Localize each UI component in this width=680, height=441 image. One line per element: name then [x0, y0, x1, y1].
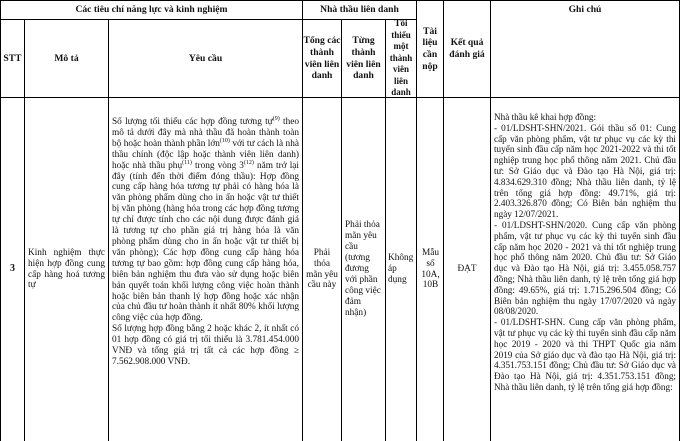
footnote-10: (10) — [219, 137, 230, 144]
rule-v-result — [490, 0, 491, 441]
note-contract-3: - 01/LDSHT-SHN. Cung cấp văn phòng phẩm, vật tư phục vụ các kỳ thi tuyển sinh đầu cấp năm học 2019 - 2020 và thi THPT Quốc gia năm 2019 của Sở giáo dục và đào tạo Hà Nội, giá trị: 4.351.753.151 đồng; Chủ đầu tư: Sở Giáo dục và Đào tạo Hà Nội, giá trị: 4.351.753.151 đồng; Nhà thầu liên danh, tỷ lệ trên tổng giá hợp đồng: — [494, 317, 676, 392]
header-group-partnership: Nhà thầu liên danh — [320, 4, 399, 16]
header-col-each: Từng thành viên liên danh — [346, 35, 381, 82]
header-description: Mô tả — [54, 52, 79, 64]
footnote-9: (9) — [272, 116, 280, 122]
req-text-a: Số lượng tối thiểu các hợp đồng tương tự — [112, 117, 273, 127]
req-text-e: năm trở lại đây (tính đến thời điểm đóng thầu): Hợp đồng cung cấp hàng hóa tương tự phải có hàng hóa là văn phòng phẩm dùng cho in ấn hoặc vật tư thiết bị văn phòng (hàng hóa trong các hợp đồng tương tự chỉ được tính cho các nội dung được đánh giá là tương tự cho phần giá trị hàng hóa là văn phòng phẩm dùng cho in ấn hoặc vật tư thiết bị văn phòng); Các hợp đồng cung cấp hàng hóa tương tự bao gồm: hợp đồng cung cấp hàng hóa, biên bản nghiệm thu đưa vào sử dụng hoặc biên bản quyết toán khối lượng công việc hoàn thành hoặc biên bản thanh lý hợp đồng hoặc xác nhận của chủ đầu tư hoàn thành ít nhất 80% khối lượng công việc của hợp đồng. — [112, 160, 300, 324]
row-each — [345, 98, 383, 441]
header-stt: STT — [3, 52, 22, 64]
header-note: Ghi chú — [568, 4, 602, 16]
header-col-min-one: Tối thiểu một thành viên liên danh — [389, 17, 413, 98]
note-contract-2: - 01/LDSHT-SHN/2020. Cung cấp văn phòng phẩm, vật tư phục vụ các kỳ thi tuyển sinh đầu cấp năm học 2020 - 2021 và thi tốt nghiệp trung học phổ thông năm 2020. Chủ đầu tư: Sở Giáo dục và Đào tạo Hà Nội, giá trị: 3.455.058.757 đồng; Nhà thầu liên danh, tỷ lệ trên tổng giá hợp đồng: 49.65%, giá trị: 1.715.296.504 đồng; Có Biên bản nghiệm thu ngày 17/07/2020 và ngày 08/08/2020. — [494, 219, 676, 317]
req-text-b: theo mô tả dưới đây mà nhà thầu đã hoàn thành toàn bộ hoặc hoàn thành phần lớn — [112, 117, 299, 149]
req-text-c: với tư cách là nhà thầu chính (độc lập hoặc thành viên liên danh) hoặc nhà thầu phụ — [112, 138, 299, 171]
form-text: Mẫu số 10A, 10B — [421, 247, 440, 291]
header-doc-submit: Tài liệu cần nộp — [422, 25, 438, 72]
row-min-one — [388, 98, 415, 441]
requirement-paragraph-1 — [112, 117, 299, 324]
each-text: Phải thỏa mãn yêu cầu (tương đương với phần công việc đảm nhận) — [345, 220, 381, 318]
row-stt: 3 — [10, 263, 15, 275]
row-requirement — [112, 117, 299, 368]
note-contract-1: - 01/LDSHT-SHN/2021. Gói thầu số 01: Cung cấp văn phòng phẩm, vật tư phục vụ các kỳ thi tuyển sinh đầu cấp năm học 2021-2022 và thi tốt nghiệp trung học phổ thông năm 2021. Chủ đầu tư: Sở Giáo dục và Đào tạo Hà Nội, giá trị: 4.834.629.310 đồng; Nhà thầu liên danh, tỷ lệ trên tổng giá hợp đồng: 49.71%, giá trị: 2.403.326.870 đồng; Có Biên bản nghiệm thu ngày 12/07/2021. — [494, 122, 676, 220]
row-description — [28, 98, 105, 441]
req-text-d: trong vòng 3 — [191, 160, 244, 171]
row-result-cell — [417, 98, 443, 441]
total-text: Phải thỏa mãn yêu cầu này — [306, 247, 338, 291]
requirement-paragraph-2: Số lượng hợp đồng bằng 2 hoặc khác 2, ít nhất có 01 hợp đồng có giá trị tối thiểu là 3.781.454.000 VNĐ và tổng giá trị tất cả các hợp đồng ≥ 7.562.908.000 VNĐ. — [112, 324, 299, 367]
header-group-criteria: Các tiêu chí năng lực và kinh nghiệm — [75, 4, 228, 16]
min-one-text: Không áp dụng — [388, 253, 414, 285]
description-text: Kinh nghiệm thực hiện hợp đồng cung cấp hàng hoá tương tự — [28, 247, 105, 291]
footnote-12: (12) — [243, 159, 254, 166]
header-requirement: Yêu cầu — [188, 52, 223, 64]
header-eval-result: Kết quả đánh giá — [449, 37, 485, 60]
result-text-cell — [444, 98, 490, 441]
footnote-11: (11) — [182, 159, 192, 166]
row-total — [305, 98, 339, 441]
header-col-total: Tổng các thành viên liên danh — [303, 35, 341, 82]
note-intro: Nhà thầu kê khai hợp đồng: — [494, 112, 597, 122]
row-note — [494, 112, 676, 393]
result-text: ĐẠT — [457, 264, 477, 275]
